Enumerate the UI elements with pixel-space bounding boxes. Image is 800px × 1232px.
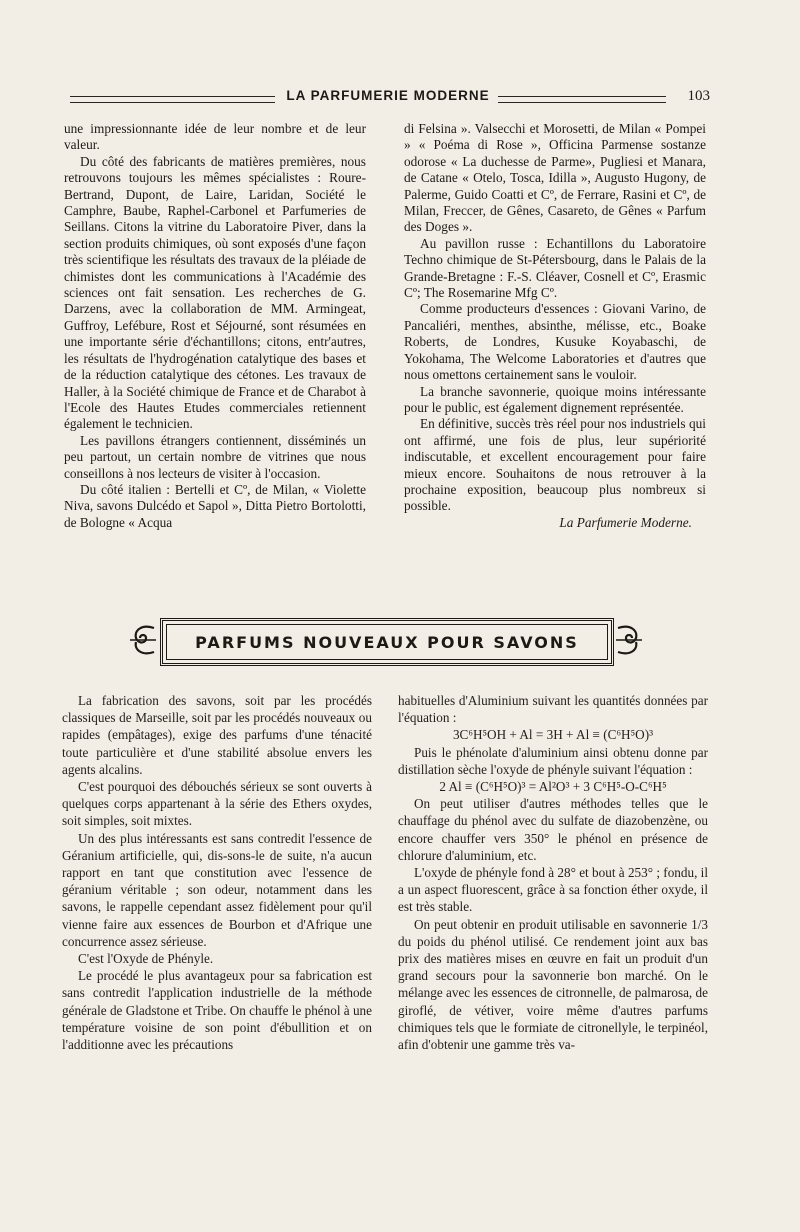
paragraph: Comme producteurs d'essences : Giovani Varino, de Pancaliéri, menthes, absinthe, mélisse, etc., Boake Roberts, de Londres, Kusuke Koyabaschi, de Yokohama, The Welcome Laboratories et d'autres que nous omettons certainement sans le vouloir. [404,301,706,383]
chemical-equation: 3C⁶H⁵OH + Al = 3H + Al ≡ (C⁶H⁵O)³ [452,727,654,743]
bottom-article-left-column [62,692,372,1053]
paragraph: Puis le phénolate d'aluminium ainsi obtenu donne par distillation sèche l'oxyde de phényle suivant l'équation : [398,744,708,777]
paragraph: Du côté italien : Bertelli et Cº, de Milan, « Violette Niva, savons Dulcédo et Sapol », Ditta Pietro Bortolotti, de Bologne « Acqua [64,481,366,530]
running-header [70,88,710,112]
signature: La Parfumerie Moderne. [559,514,692,530]
header-rule-left [70,96,275,103]
paragraph: Au pavillon russe : Echantillons du Laboratoire Techno chimique de St-Pétersbourg, dans le Palais de la Grande-Bretagne : F.-S. Cléaver, Cosnell et Cº, Erasmic Cº; The Rosemarine Mfg Cº. [404,235,706,301]
paragraph: habituelles d'Aluminium suivant les quantités données par l'équation : [398,693,708,726]
paragraph: On peut obtenir en produit utilisable en savonnerie 1/3 du poids du phénol utilisé. Ce rendement joint aux bas prix des matières mises en œuvre en fait un produit d'un grand secours pour la savonnerie bon marché. On le mélange avec les essences de citronnelle, de palmarosa, de giroflé, de vétiver, voire même d'autres parfums chimiques tels que le formiate de citronellyle, le terpinéol, afin d'obtenir une gamme très va- [398,916,708,1053]
bottom-article-right-column [398,692,708,1053]
banner-frame [160,618,614,666]
paragraph: Le procédé le plus avantageux pour sa fabrication est sans contredit l'application industrielle de la méthode générale de Gladstone et Tribe. On chauffe le phénol à une température voisine de son point d'ébullition et on l'additionne avec les précautions [62,968,372,1053]
header-rule-right [498,96,666,103]
paragraph: L'oxyde de phényle fond à 28° et bout à 253° ; fondu, il a un aspect fluorescent, grâce à sa fonction éther oxyde, il est très stable. [398,865,708,915]
paragraph: C'est pourquoi des débouchés sérieux se sont ouverts à quelques corps appartenant à la série des Ethers oxydes, soit simples, soit mixtes. [62,779,372,829]
paragraph: Un des plus intéressants est sans contredit l'essence de Géranium artificielle, qui, dis-sons-le de suite, n'a aucun rapport en tant que constitution avec l'essence de géranium véritable ; son odeur, notamment dans les savons, le rappelle cependant assez fidèlement pour qu'il vienne faire aux essences de Bourbon et d'Afrique une concurrence assez sérieuse. [62,830,372,949]
paragraph: En définitive, succès très réel pour nos industriels qui ont affirmé, une fois de plus, leur supériorité indiscutable, et excellent encouragement pour faire mieux encore. Souhaitons de nous retrouver à la prochaine exposition, beaucoup plus nombreux si possible. [404,416,706,514]
paragraph: Les pavillons étrangers contiennent, disséminés un peu partout, un certain nombre de vitrines que nous conseillons à nos lecteurs de visiter à l'occasion. [64,432,366,481]
top-article-right-column [404,121,706,531]
paragraph: une impressionnante idée de leur nombre et de leur valeur. [64,121,366,153]
journal-title: LA PARFUMERIE MODERNE [286,88,490,103]
chemical-equation: 2 Al ≡ (C⁶H⁵O)³ = Al²O³ + 3 C⁶H⁵-O-C⁶H⁵ [439,779,667,795]
paragraph: di Felsina ». Valsecchi et Morosetti, de Milan « Pompei » « Poéma di Rose », Officina Parmense sostanze odorose « La duchesse de Parme», Pugliesi et Manara, de Catane « Otelo, Tosca, Idilla », Augusto Hugony, de Palerme, Guido Coatti et Cº, de Ferrare, Rasini et Cº, de Milan, Freccer, de Gênes, Casareto, de Gênes « Parfum des Doges ». [404,121,706,235]
section-banner [128,618,652,666]
ornament-left-icon [128,622,158,658]
paragraph: On peut utiliser d'autres méthodes telles que le chauffage du phénol avec du sulfate de diazobenzène, ou encore chauffer vers 350° le phénol en présence de chlorure d'aluminium, etc. [398,796,708,863]
paragraph: La branche savonnerie, quoique moins intéressante pour le public, est également dignement représentée. [404,383,706,415]
paragraph: La fabrication des savons, soit par les procédés classiques de Marseille, soit par les procédés nouveaux ou rapides (empâtages), exige des parfums d'une ténacité toute particulière et d'une stabilité absolue envers les agents alcalins. [62,693,372,777]
paragraph: Du côté des fabricants de matières premières, nous retrouvons toujours les mêmes spécialistes : Roure-Bertrand, Dupont, de Laire, Laridan, Société le Camphre, Baube, Raphel-Carbonel et Parfumeries de Seillans. Citons la vitrine du Laboratoire Piver, dans la section produits chimiques, où sont exposés d'une façon très scientifique les résultats des travaux de la pléiade de chimistes dont les communications à l'Académie des sciences ont fait sensation. Les recherches de G. Darzens, avec la collaboration de MM. Armingeat, Guffroy, Lefébure, Rost et Séjourné, sont résumées en une importante série d'échantillons; citons, entr'autres, les résultats de l'hydrogénation catalytique des bases et de la réduction catalytique des cétones. Les travaux de Haller, à la Société chimique de France et de Charabot à l'Ecole des Hautes Etudes commerciales retiennent également le technicien. [64,153,366,432]
top-article-left-column [64,121,366,531]
ornament-right-icon [614,622,644,658]
page-number: 103 [687,88,710,104]
paragraph: C'est l'Oxyde de Phényle. [78,951,214,967]
section-title: PARFUMS NOUVEAUX POUR SAVONS [195,632,579,652]
